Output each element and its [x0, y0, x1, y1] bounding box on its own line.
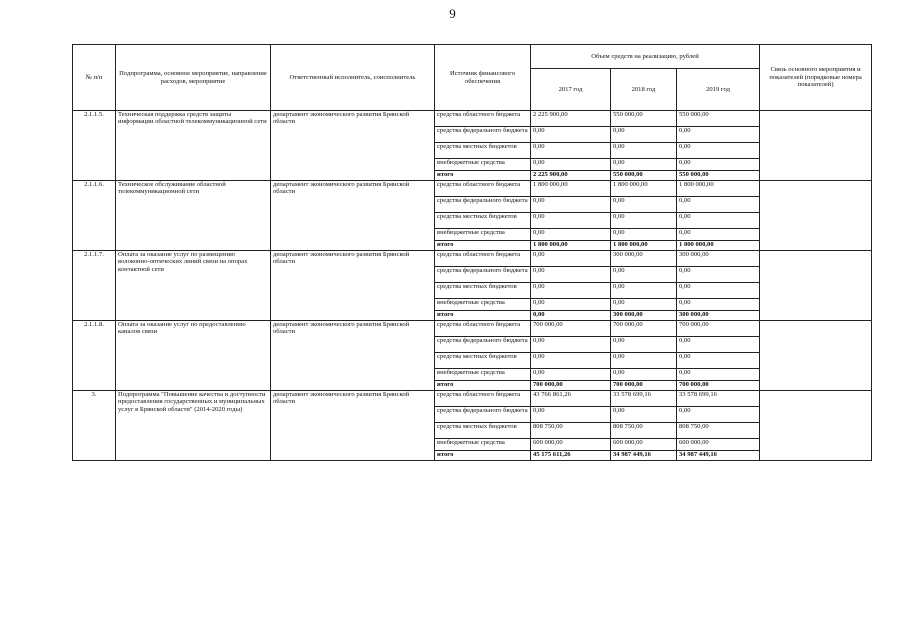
value-total: 550 000,00 [611, 171, 677, 181]
item-name: Оплата за оказание услуг по предоставлению каналов связи [116, 321, 271, 391]
value-regional: 700 000,00 [531, 321, 611, 337]
value-local: 0,00 [611, 283, 677, 299]
table-row [73, 251, 872, 267]
header-link: Связь основного мероприятия и показателей (порядковые номера показателей) [760, 45, 872, 111]
value-local: 0,00 [531, 353, 611, 369]
value-regional: 2 225 900,00 [531, 111, 611, 127]
source-local: средства местных бюджетов [435, 213, 531, 229]
item-executor: департамент экономического развития Брянской области [271, 251, 435, 321]
source-regional: средства областного бюджета [435, 111, 531, 127]
value-regional: 550 000,00 [677, 111, 760, 127]
value-total: 34 987 449,16 [677, 451, 760, 461]
table-row [73, 391, 872, 407]
source-federal: средства федерального бюджета [435, 127, 531, 143]
value-federal: 0,00 [677, 337, 760, 353]
header-num: № п/п [73, 45, 116, 111]
source-local: средства местных бюджетов [435, 353, 531, 369]
value-regional: 300 000,00 [611, 251, 677, 267]
value-local: 0,00 [611, 353, 677, 369]
value-federal: 0,00 [611, 267, 677, 283]
item-name: Оплата за оказание услуг по размещению волоконно-оптических линий связи на опорах контактной сети [116, 251, 271, 321]
value-extra: 0,00 [531, 159, 611, 171]
source-regional: средства областного бюджета [435, 391, 531, 407]
source-extra: внебюджетные средства [435, 229, 531, 241]
value-federal: 0,00 [677, 267, 760, 283]
value-regional: 1 800 000,00 [531, 181, 611, 197]
indicator-link [760, 181, 872, 251]
value-extra: 0,00 [677, 229, 760, 241]
value-extra: 0,00 [531, 229, 611, 241]
value-local: 0,00 [677, 283, 760, 299]
value-total: 45 175 611,26 [531, 451, 611, 461]
value-local: 0,00 [677, 213, 760, 229]
header-source: Источник финансового обеспечения [435, 45, 531, 111]
source-federal: средства федерального бюджета [435, 267, 531, 283]
source-regional: средства областного бюджета [435, 251, 531, 267]
source-federal: средства федерального бюджета [435, 337, 531, 353]
value-total: 300 000,00 [677, 311, 760, 321]
source-total: итого [435, 451, 531, 461]
value-extra: 600 000,00 [611, 439, 677, 451]
value-regional: 1 800 000,00 [611, 181, 677, 197]
table-row [73, 181, 872, 197]
value-regional: 33 578 699,16 [677, 391, 760, 407]
source-extra: внебюджетные средства [435, 159, 531, 171]
value-local: 0,00 [677, 143, 760, 159]
value-federal: 0,00 [611, 197, 677, 213]
table-body [73, 111, 872, 461]
value-federal: 0,00 [531, 407, 611, 423]
value-local: 0,00 [611, 213, 677, 229]
source-federal: средства федерального бюджета [435, 197, 531, 213]
value-local: 808 750,00 [531, 423, 611, 439]
value-total: 550 000,00 [677, 171, 760, 181]
value-federal: 0,00 [677, 127, 760, 143]
item-name: Техническая поддержка средств защиты информации областной телекоммуникационной сети [116, 111, 271, 181]
source-total: итого [435, 171, 531, 181]
source-local: средства местных бюджетов [435, 143, 531, 159]
source-extra: внебюджетные средства [435, 369, 531, 381]
item-number: 2.1.1.8. [73, 321, 116, 391]
item-executor: департамент экономического развития Брянской области [271, 111, 435, 181]
source-local: средства местных бюджетов [435, 423, 531, 439]
value-extra: 0,00 [611, 369, 677, 381]
source-local: средства местных бюджетов [435, 283, 531, 299]
value-local: 0,00 [531, 283, 611, 299]
source-extra: внебюджетные средства [435, 439, 531, 451]
value-total: 1 800 000,00 [531, 241, 611, 251]
value-extra: 0,00 [677, 159, 760, 171]
value-federal: 0,00 [677, 407, 760, 423]
value-local: 808 750,00 [611, 423, 677, 439]
value-total: 700 000,00 [531, 381, 611, 391]
value-federal: 0,00 [531, 337, 611, 353]
value-federal: 0,00 [531, 127, 611, 143]
value-extra: 0,00 [677, 369, 760, 381]
source-total: итого [435, 381, 531, 391]
value-local: 0,00 [677, 353, 760, 369]
item-number: 2.1.1.7. [73, 251, 116, 321]
budget-table [72, 44, 872, 461]
value-total: 2 225 900,00 [531, 171, 611, 181]
item-executor: департамент экономического развития Брянской области [271, 321, 435, 391]
value-extra: 0,00 [611, 229, 677, 241]
value-extra: 0,00 [531, 299, 611, 311]
value-federal: 0,00 [677, 197, 760, 213]
value-extra: 0,00 [611, 299, 677, 311]
item-executor: департамент экономического развития Брянской области [271, 391, 435, 461]
header-year-2017: 2017 год [531, 69, 611, 111]
value-regional: 550 000,00 [611, 111, 677, 127]
header-executor: Ответственный исполнитель, соисполнитель [271, 45, 435, 111]
header-volume: Объем средств на реализацию, рублей [531, 45, 760, 69]
header-year-2018: 2018 год [611, 69, 677, 111]
value-local: 808 750,00 [677, 423, 760, 439]
value-regional: 700 000,00 [611, 321, 677, 337]
source-total: итого [435, 241, 531, 251]
item-name: Подпрограмма "Повышение качества и доступности предоставления государственных и муниципальных услуг в Брянской области" (2014-2020 годы) [116, 391, 271, 461]
value-regional: 300 000,00 [677, 251, 760, 267]
source-regional: средства областного бюджета [435, 181, 531, 197]
value-local: 0,00 [611, 143, 677, 159]
value-regional: 33 578 699,16 [611, 391, 677, 407]
header-program: Подпрограмма, основное мероприятие, направление расходов, мероприятие [116, 45, 271, 111]
source-total: итого [435, 311, 531, 321]
indicator-link [760, 321, 872, 391]
indicator-link [760, 251, 872, 321]
value-extra: 600 000,00 [677, 439, 760, 451]
value-extra: 0,00 [531, 369, 611, 381]
value-regional: 700 000,00 [677, 321, 760, 337]
value-local: 0,00 [531, 143, 611, 159]
value-regional: 1 800 000,00 [677, 181, 760, 197]
value-regional: 43 766 861,26 [531, 391, 611, 407]
value-total: 1 800 000,00 [611, 241, 677, 251]
value-federal: 0,00 [531, 197, 611, 213]
item-number: 2.1.1.5. [73, 111, 116, 181]
indicator-link [760, 391, 872, 461]
value-total: 0,00 [531, 311, 611, 321]
indicator-link [760, 111, 872, 181]
item-number: 2.1.1.6. [73, 181, 116, 251]
value-total: 300 000,00 [611, 311, 677, 321]
value-federal: 0,00 [611, 337, 677, 353]
source-extra: внебюджетные средства [435, 299, 531, 311]
value-local: 0,00 [531, 213, 611, 229]
item-name: Техническое обслуживание областной телекоммуникационной сети [116, 181, 271, 251]
value-extra: 600 000,00 [531, 439, 611, 451]
value-federal: 0,00 [611, 127, 677, 143]
value-regional: 0,00 [531, 251, 611, 267]
value-extra: 0,00 [611, 159, 677, 171]
header-year-2019: 2019 год [677, 69, 760, 111]
item-number: 3. [73, 391, 116, 461]
value-total: 700 000,00 [611, 381, 677, 391]
source-regional: средства областного бюджета [435, 321, 531, 337]
source-federal: средства федерального бюджета [435, 407, 531, 423]
value-total: 34 987 449,16 [611, 451, 677, 461]
value-total: 1 800 000,00 [677, 241, 760, 251]
value-federal: 0,00 [531, 267, 611, 283]
value-total: 700 000,00 [677, 381, 760, 391]
value-federal: 0,00 [611, 407, 677, 423]
item-executor: департамент экономического развития Брянской области [271, 181, 435, 251]
table-header [73, 45, 872, 111]
value-extra: 0,00 [677, 299, 760, 311]
table-row [73, 111, 872, 127]
page-number: 9 [449, 6, 456, 21]
table-row [73, 321, 872, 337]
